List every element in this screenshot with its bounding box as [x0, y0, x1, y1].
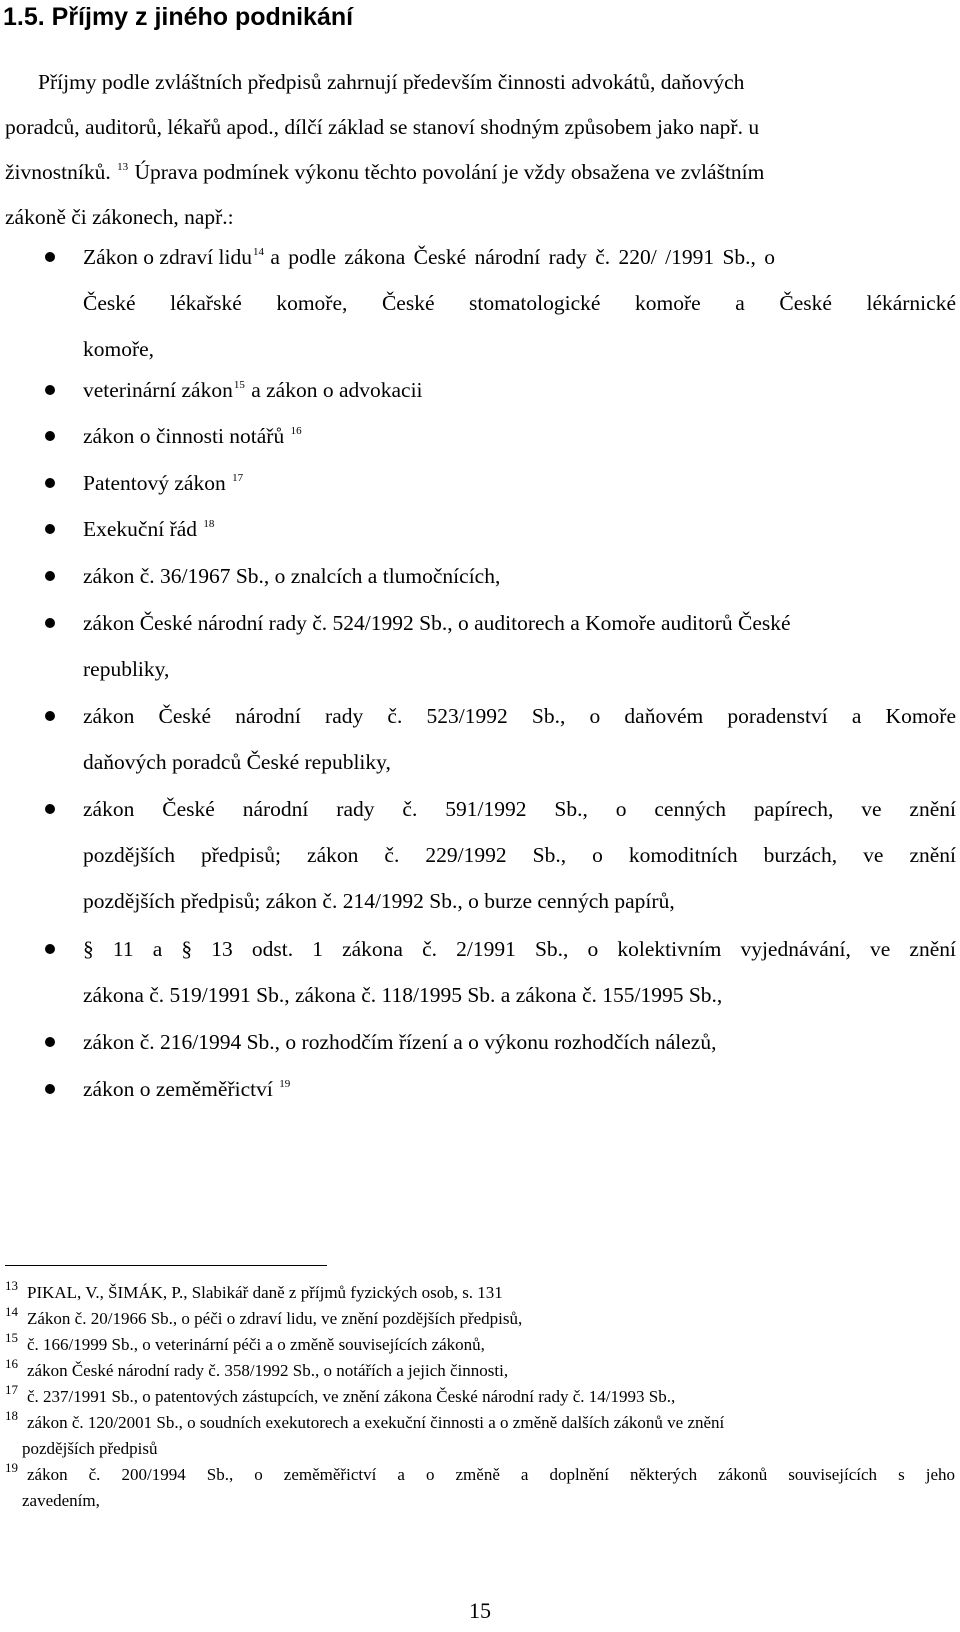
item-continuation: komoře, — [83, 337, 155, 361]
footnote-text: č. 166/1999 Sb., o veterinární péči a o změně souvisejících zákonů, — [27, 1335, 485, 1354]
bullet-icon — [45, 618, 55, 628]
item-text: Zákon o zdraví lidu — [83, 245, 252, 269]
item-text: veterinární zákon — [83, 378, 233, 402]
intro-line — [5, 150, 955, 195]
bullet-icon — [45, 431, 55, 441]
intro-text: Úprava podmínek výkonu těchto povolání je vždy obsažena ve zvláštním — [134, 160, 765, 184]
intro-text: živnostníků. — [5, 160, 111, 184]
footnote-ref-15[interactable]: 15 — [233, 379, 245, 391]
list-item — [83, 1019, 956, 1065]
list-item — [83, 234, 956, 372]
item-continuation: pozdějších předpisů; zákon č. 229/1992 Sb., o komoditních burzách, ve znění — [83, 843, 956, 867]
bullet-icon — [45, 385, 55, 395]
intro-paragraph — [5, 60, 955, 240]
footnote-continuation: pozdějších předpisů — [22, 1439, 158, 1458]
item-continuation: republiky, — [83, 657, 170, 681]
footnote-number: 13 — [5, 1278, 18, 1293]
footnote-ref-18[interactable]: 18 — [203, 518, 215, 530]
bullet-icon — [45, 711, 55, 721]
bullet-icon — [45, 1084, 55, 1094]
footnote-number: 14 — [5, 1304, 18, 1319]
item-text: zákon o zeměměřictví — [83, 1077, 273, 1101]
bullet-icon — [45, 1037, 55, 1047]
list-item — [83, 413, 956, 459]
section-heading: 1.5. Příjmy z jiného podnikání — [3, 3, 354, 31]
intro-line: zákoně či zákonech, např.: — [5, 205, 234, 229]
footnote-text: PIKAL, V., ŠIMÁK, P., Slabikář daně z příjmů fyzických osob, s. 131 — [27, 1283, 503, 1302]
footnote-text: č. 237/1991 Sb., o patentových zástupcích, ve znění zákona České národní rady č. 14/1993 Sb., — [27, 1387, 676, 1406]
bullet-icon — [45, 524, 55, 534]
list-item — [83, 506, 956, 552]
item-continuation: České lékařské komoře, České stomatologické komoře a České lékárnické — [83, 291, 956, 315]
item-text: a zákon o advokacii — [251, 378, 423, 402]
item-text: zákon České národní rady č. 524/1992 Sb., o auditorech a Komoře auditorů České — [83, 611, 791, 635]
bullet-icon — [45, 252, 55, 262]
list-item — [83, 553, 956, 599]
footnote-text: zákon č. 120/2001 Sb., o soudních exekutorech a exekuční činnosti a o změně dalších zákonů ve znění — [27, 1413, 725, 1432]
item-text: zákon České národní rady č. 591/1992 Sb., o cenných papírech, ve znění — [83, 797, 956, 821]
item-continuation: daňových poradců České republiky, — [83, 750, 391, 774]
footnote-divider — [5, 1265, 327, 1266]
item-text: zákon České národní rady č. 523/1992 Sb., o daňovém poradenství a Komoře — [83, 704, 956, 728]
item-continuation: pozdějších předpisů; zákon č. 214/1992 Sb., o burze cenných papírů, — [83, 889, 675, 913]
footnote-ref-14[interactable]: 14 — [252, 246, 264, 258]
list-item — [83, 786, 956, 924]
list-item — [83, 460, 956, 506]
footnote-number: 19 — [5, 1460, 18, 1475]
list-item — [83, 926, 956, 1018]
list-item — [83, 600, 956, 692]
item-text: zákon o činnosti notářů — [83, 424, 285, 448]
footnote-ref-13[interactable]: 13 — [117, 161, 129, 173]
intro-line: Příjmy podle zvláštních předpisů zahrnují především činnosti advokátů, daňových — [38, 70, 745, 94]
item-text: § 11 a § 13 odst. 1 zákona č. 2/1991 Sb., o kolektivním vyjednávání, ve znění — [83, 937, 956, 961]
footnote-number: 16 — [5, 1356, 18, 1371]
bullet-icon — [45, 944, 55, 954]
intro-line: poradců, auditorů, lékařů apod., dílčí základ se stanoví shodným způsobem jako např. u — [5, 115, 760, 139]
item-text: zákon č. 216/1994 Sb., o rozhodčím řízení a o výkonu rozhodčích nálezů, — [83, 1030, 717, 1054]
item-text: Exekuční řád — [83, 517, 198, 541]
footnote-ref-16[interactable]: 16 — [290, 425, 302, 437]
bullet-icon — [45, 804, 55, 814]
page-number: 15 — [469, 1598, 491, 1623]
item-continuation: zákona č. 519/1991 Sb., zákona č. 118/1995 Sb. a zákona č. 155/1995 Sb., — [83, 983, 723, 1007]
footnote-continuation: zavedením, — [22, 1491, 100, 1510]
item-text: zákon č. 36/1967 Sb., o znalcích a tlumočnících, — [83, 564, 501, 588]
footnote-ref-17[interactable]: 17 — [232, 472, 244, 484]
list-item — [83, 693, 956, 785]
footnote-text: Zákon č. 20/1966 Sb., o péči o zdraví lidu, ve znění pozdějších předpisů, — [27, 1309, 523, 1328]
footnote-ref-19[interactable]: 19 — [279, 1078, 291, 1090]
footnote-number: 18 — [5, 1408, 18, 1423]
footnote-text: zákon č. 200/1994 Sb., o zeměměřictví a o změně a doplnění některých zákonů souvisejících s jeho — [27, 1465, 955, 1484]
list-item — [83, 367, 956, 413]
item-text: Patentový zákon — [83, 471, 226, 495]
bullet-icon — [45, 478, 55, 488]
footnote-number: 17 — [5, 1382, 18, 1397]
list-item — [83, 1066, 956, 1112]
footnote-number: 15 — [5, 1330, 18, 1345]
bullet-icon — [45, 571, 55, 581]
footnote-text: zákon České národní rady č. 358/1992 Sb., o notářích a jejich činnosti, — [27, 1361, 509, 1380]
item-text: a podle zákona České národní rady č. 220/ /1991 Sb., o — [270, 245, 776, 269]
